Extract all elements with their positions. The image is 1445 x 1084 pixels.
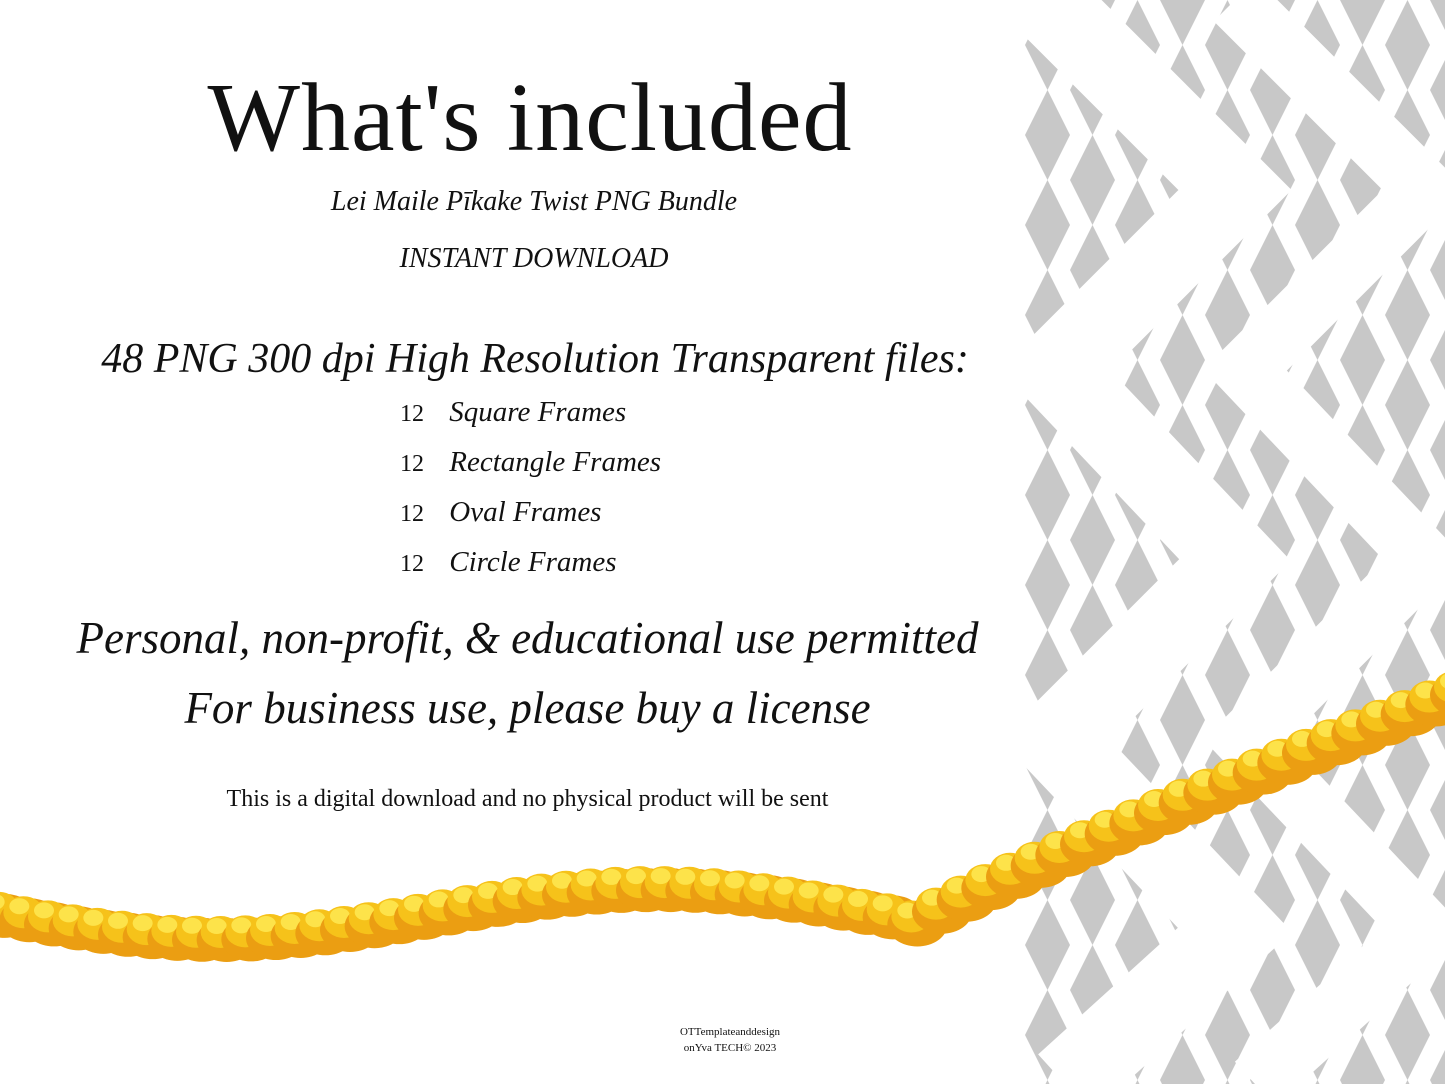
lei-flower: [941, 876, 981, 908]
lei-flower: [423, 889, 463, 921]
lei-flower: [867, 893, 907, 925]
lei-flower: [916, 888, 956, 920]
pattern-triangle: [1250, 225, 1295, 270]
pattern-triangle: [1340, 675, 1385, 720]
lei-flower: [73, 910, 133, 954]
pattern-triangle: [1340, 765, 1385, 810]
pattern-triangle: [1025, 855, 1070, 900]
pattern-triangle: [1385, 405, 1430, 450]
pattern-triangle: [1070, 180, 1115, 225]
lei-flower: [891, 900, 931, 932]
lei-flower: [521, 874, 561, 906]
lei-flower: [256, 916, 276, 932]
lei-flower: [373, 898, 413, 930]
file-item-label: Square Frames: [449, 396, 627, 428]
lei-flower: [108, 913, 128, 929]
lei-flower: [517, 876, 577, 920]
pattern-triangle: [1070, 495, 1115, 540]
lei-flower: [793, 880, 833, 912]
pattern-triangle: [1430, 765, 1445, 810]
pattern-triangle: [1025, 225, 1070, 270]
pattern-triangle: [1295, 135, 1340, 180]
lei-flower: [330, 908, 350, 924]
lei-flower: [3, 896, 43, 928]
file-item-count: 12: [400, 551, 424, 577]
pattern-triangle: [1070, 585, 1115, 630]
lei-flower: [743, 873, 783, 905]
lei-flower: [176, 916, 216, 948]
lei-flower: [98, 913, 158, 957]
lei-flower: [690, 870, 750, 914]
lei-flower: [83, 910, 103, 926]
lei-flower: [419, 891, 479, 935]
pattern-triangle: [1430, 675, 1445, 720]
lei-flower: [503, 879, 523, 895]
lei-flower: [626, 868, 646, 884]
pattern-triangle: [1385, 675, 1430, 720]
lei-flower: [863, 895, 923, 939]
lei-flower: [493, 879, 553, 923]
lei-flower: [127, 913, 167, 945]
lei-flower: [922, 890, 942, 906]
lei-flower: [601, 869, 621, 885]
triangle-pattern-panel: [1025, 0, 1445, 1084]
file-item-rectangle: [400, 446, 661, 486]
lei-flower: [53, 904, 93, 936]
pattern-triangle: [1115, 900, 1160, 945]
lei-flower: [799, 882, 819, 898]
pattern-triangle: [1160, 315, 1205, 360]
lei-flower: [842, 889, 882, 921]
file-item-circle: [400, 546, 617, 586]
pattern-triangle: [1430, 90, 1445, 135]
lei-flower: [749, 875, 769, 891]
lei-flower: [546, 871, 586, 903]
lei-flower: [271, 914, 331, 958]
lei-flower: [789, 882, 849, 926]
lei-flower: [147, 917, 207, 961]
pattern-triangle: [1295, 180, 1340, 225]
lei-flower: [961, 866, 1021, 910]
lei-flower: [246, 916, 306, 960]
lei-flower: [739, 875, 799, 919]
lei-flower: [77, 908, 117, 940]
pattern-triangle: [1430, 360, 1445, 405]
lei-flower: [133, 915, 153, 931]
lei-flower: [349, 902, 389, 934]
pattern-triangle: [1025, 990, 1070, 1035]
pattern-triangle: [1385, 765, 1430, 810]
lei-flower: [571, 868, 611, 900]
file-item-label: Rectangle Frames: [449, 446, 662, 478]
pattern-triangle: [1430, 1035, 1445, 1080]
pattern-triangle: [1070, 855, 1115, 900]
lei-flower: [34, 902, 54, 918]
pattern-triangle: [1205, 45, 1250, 90]
lei-flower: [764, 879, 824, 923]
lei-flower: [567, 870, 627, 914]
lei-flower: [324, 906, 364, 938]
file-item-count: 12: [400, 501, 424, 527]
pattern-triangle: [1160, 0, 1205, 45]
lei-flower: [700, 870, 720, 886]
pattern-triangle: [1430, 315, 1445, 360]
lei-flower: [527, 876, 547, 892]
pattern-triangle: [1430, 0, 1445, 45]
lei-flower: [345, 904, 405, 948]
lei-flower: [151, 915, 191, 947]
lei-flower: [694, 868, 734, 900]
pattern-triangle: [1385, 315, 1430, 360]
lei-flower: [250, 914, 290, 946]
lei-flower: [447, 885, 487, 917]
pattern-triangle: [1430, 1080, 1445, 1084]
pattern-triangle: [1430, 270, 1445, 315]
pattern-triangle: [1250, 855, 1295, 900]
pattern-triangle: [1025, 810, 1070, 855]
lei-flower: [669, 867, 709, 899]
pattern-triangle: [1430, 45, 1445, 90]
lei-flower: [897, 902, 917, 918]
lei-flower: [813, 887, 873, 931]
lei-flower: [645, 866, 685, 898]
pattern-triangle: [1025, 180, 1070, 225]
lei-flower: [641, 868, 701, 912]
license-line-personal: Personal, non-profit, & educational use permitted: [76, 613, 979, 663]
pattern-triangle: [1430, 855, 1445, 900]
lei-flower: [725, 872, 745, 888]
license-line-business: For business use, please buy a license: [184, 683, 871, 733]
lei-flower: [157, 917, 177, 933]
lei-flower: [172, 918, 232, 962]
lei-flower: [275, 912, 315, 944]
lei-flower: [59, 906, 79, 922]
lei-flower: [848, 891, 868, 907]
lei-flower: [182, 918, 202, 934]
lei-flower: [221, 917, 281, 961]
lei-flower: [398, 894, 438, 926]
pattern-triangle: [1115, 540, 1160, 585]
lei-flower: [616, 868, 676, 912]
lei-flower: [197, 918, 257, 962]
pattern-triangle: [1160, 360, 1205, 405]
file-item-square: [400, 396, 626, 436]
lei-flower: [49, 906, 109, 950]
pattern-triangle: [1205, 1080, 1250, 1084]
lei-flower: [937, 878, 997, 922]
pattern-triangle: [1025, 900, 1070, 945]
pattern-triangle: [1430, 810, 1445, 855]
pattern-triangle: [1025, 630, 1070, 675]
pattern-triangle: [1025, 90, 1070, 135]
pattern-triangle: [1295, 900, 1340, 945]
lei-flower: [947, 878, 967, 894]
lei-flower: [379, 900, 399, 916]
pattern-triangle: [1295, 540, 1340, 585]
lei-flower: [996, 855, 1016, 871]
lei-flower: [295, 911, 355, 955]
file-item-label: Circle Frames: [449, 546, 617, 578]
lei-flower: [0, 889, 10, 933]
lei-flower: [394, 896, 454, 940]
pattern-triangle: [1385, 720, 1430, 765]
file-item-oval: [400, 496, 601, 536]
lei-flower: [0, 892, 19, 924]
pattern-triangle: [1385, 810, 1430, 855]
pattern-triangle: [1070, 945, 1115, 990]
lei-flower: [768, 877, 808, 909]
pattern-triangle: [1205, 270, 1250, 315]
pattern-triangle: [1385, 0, 1430, 45]
lei-flower: [123, 915, 183, 959]
lei-flower: [0, 894, 35, 938]
pattern-triangle: [1430, 405, 1445, 450]
lei-flower: [595, 867, 635, 899]
pattern-triangle: [1160, 1080, 1205, 1084]
lei-flower: [873, 895, 893, 911]
pattern-triangle: [1340, 315, 1385, 360]
digital-download-notice: This is a digital download and no physical product will be sent: [226, 786, 829, 812]
pattern-triangle: [1430, 990, 1445, 1035]
pattern-triangle: [1430, 720, 1445, 765]
pattern-triangle: [1340, 0, 1385, 45]
credit-line-brand: OTTemplateanddesign: [679, 1026, 781, 1038]
lei-flower: [355, 904, 375, 920]
lei-flower: [299, 909, 339, 941]
pattern-triangle: [1340, 360, 1385, 405]
lei-flower: [823, 887, 843, 903]
lei-flower: [577, 870, 597, 886]
lei-flower: [281, 914, 301, 930]
lei-flower: [9, 898, 29, 914]
credit-block: [600, 1024, 860, 1056]
pattern-triangle: [1160, 720, 1205, 765]
pattern-triangle: [1070, 540, 1115, 585]
pattern-triangle: [1385, 45, 1430, 90]
file-item-count: 12: [400, 401, 424, 427]
lei-flower: [912, 890, 972, 934]
lei-flower: [24, 902, 84, 946]
pattern-triangle: [1430, 225, 1445, 270]
lei-flower: [305, 911, 325, 927]
lei-flower: [0, 898, 59, 942]
page-title: What's included: [207, 64, 853, 172]
pattern-triangle: [1430, 630, 1445, 675]
lei-flower: [468, 883, 528, 927]
pattern-triangle: [1025, 450, 1070, 495]
lei-flower: [887, 902, 947, 946]
lei-flower: [774, 879, 794, 895]
lei-flower: [429, 891, 449, 907]
lei-flower: [102, 911, 142, 943]
lei-flower: [0, 894, 5, 910]
pattern-triangle: [1025, 495, 1070, 540]
lei-flower: [990, 853, 1030, 885]
credit-line-copyright: onYva TECH© 2023: [683, 1042, 777, 1054]
lei-flower: [453, 887, 473, 903]
lei-flower: [838, 891, 898, 935]
pattern-triangle: [1385, 1080, 1430, 1084]
lei-flower: [478, 883, 498, 899]
pattern-triangle: [1385, 1035, 1430, 1080]
pattern-triangle: [1385, 360, 1430, 405]
lei-flower: [443, 887, 503, 931]
pattern-triangle: [1385, 270, 1430, 315]
instant-download-label: INSTANT DOWNLOAD: [399, 243, 669, 274]
pattern-triangle: [1070, 135, 1115, 180]
pattern-triangle: [1250, 90, 1295, 135]
lei-flower: [719, 870, 759, 902]
file-item-count: 12: [400, 451, 424, 477]
lei-flower: [542, 873, 602, 917]
lei-flower: [665, 869, 725, 913]
pattern-triangle: [1340, 720, 1385, 765]
lei-flower: [591, 869, 651, 913]
pattern-triangle: [1025, 585, 1070, 630]
file-item-label: Oval Frames: [449, 496, 602, 528]
lei-flower: [472, 881, 512, 913]
lei-flower: [651, 868, 671, 884]
pattern-triangle: [1385, 630, 1430, 675]
lei-flower: [965, 864, 1005, 896]
pattern-triangle: [1025, 945, 1070, 990]
pattern-triangle: [1430, 450, 1445, 495]
product-subtitle: Lei Maile Pīkake Twist PNG Bundle: [330, 186, 738, 217]
lei-flower: [28, 900, 68, 932]
lei-flower: [552, 873, 572, 889]
pattern-triangle: [1340, 1035, 1385, 1080]
lei-flower: [675, 869, 695, 885]
files-headline: 48 PNG 300 dpi High Resolution Transparent files:: [101, 336, 969, 382]
pattern-triangle: [1070, 900, 1115, 945]
lei-flower: [620, 866, 660, 898]
lei-flower: [225, 915, 265, 947]
lei-flower: [497, 877, 537, 909]
lei-flower: [207, 918, 227, 934]
lei-flower: [715, 872, 775, 916]
pattern-triangle: [1340, 1080, 1385, 1084]
pattern-triangle: [1025, 135, 1070, 180]
lei-flower: [404, 896, 424, 912]
lei-flower: [817, 885, 857, 917]
lei-flower: [201, 916, 241, 948]
pattern-triangle: [1025, 540, 1070, 585]
lei-flower: [971, 866, 991, 882]
lei-flower: [369, 900, 429, 944]
lei-flower: [320, 908, 380, 952]
lei-flower: [231, 917, 251, 933]
